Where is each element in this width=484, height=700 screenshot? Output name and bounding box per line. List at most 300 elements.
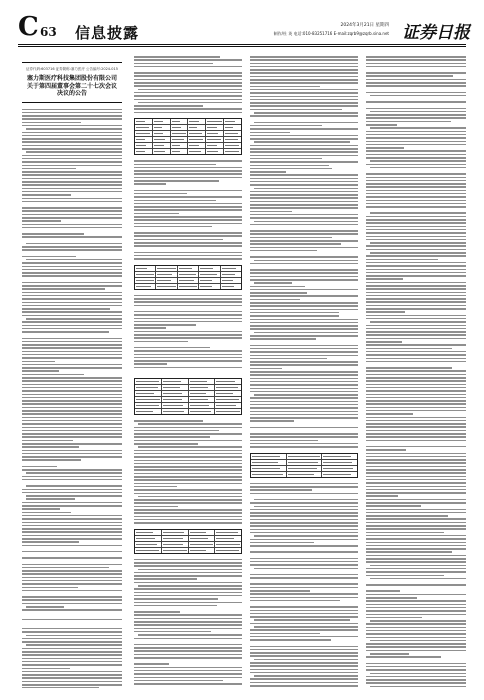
text-line: [22, 564, 122, 566]
text-line: [134, 647, 242, 649]
text-line: [22, 338, 122, 340]
table-cell: [189, 542, 216, 547]
text-line: [366, 108, 466, 110]
table-cell: [162, 379, 189, 384]
text-line: [250, 197, 358, 199]
text-line: [250, 564, 358, 566]
text-line: [250, 230, 358, 232]
table-cell: [199, 266, 220, 271]
text-line: [366, 59, 466, 61]
text-line: [22, 423, 122, 425]
text-line: [366, 177, 466, 179]
text-line: [250, 662, 358, 664]
table-cell: [189, 391, 216, 396]
text-line: [366, 495, 398, 497]
text-line: [22, 456, 122, 458]
table-cell: [135, 278, 156, 283]
text-line: [134, 575, 242, 577]
text-line: [134, 621, 242, 623]
text-line: [134, 295, 242, 297]
table-cell: [162, 397, 189, 402]
text-line: [250, 76, 358, 78]
text-line: [366, 370, 466, 372]
text-line: [22, 427, 122, 429]
text-line: [370, 242, 466, 244]
text-line: [250, 590, 310, 592]
text-line: [138, 423, 242, 425]
text-line: [134, 354, 242, 356]
text-line: [250, 92, 358, 94]
text-line: [22, 224, 122, 226]
text-line: [138, 89, 242, 91]
text-line: [134, 223, 242, 225]
table-cell: [135, 391, 162, 396]
text-line: [366, 390, 466, 392]
text-line: [22, 217, 122, 219]
text-line: [366, 344, 466, 346]
text-line: [366, 568, 466, 570]
text-line: [366, 492, 466, 494]
table-cell: [135, 266, 156, 271]
text-line: [366, 597, 417, 599]
text-line: [250, 240, 358, 242]
table-cell: [215, 536, 241, 541]
text-line: [134, 686, 242, 688]
editor-contact: 制作/杜 英 电话:010-83251716 E-mail:zqrb9@zqrb.sina.net: [273, 31, 389, 36]
table-cell: [287, 454, 323, 459]
text-line: [366, 173, 466, 175]
text-line: [250, 384, 358, 386]
text-line: [366, 430, 466, 432]
text-line: [370, 95, 466, 97]
text-line: [250, 600, 340, 602]
text-line: [134, 327, 166, 329]
text-line: [22, 390, 122, 392]
text-line: [22, 321, 122, 323]
table-cell: [178, 284, 199, 289]
text-line: [22, 567, 109, 569]
text-line: [250, 561, 358, 563]
text-line: [22, 489, 122, 491]
table-cell: [135, 379, 162, 384]
table-cell: [221, 284, 241, 289]
text-line: [366, 446, 466, 448]
data-table: [250, 453, 358, 478]
text-line: [366, 82, 466, 84]
text-line: [250, 361, 358, 363]
text-line: [250, 151, 358, 153]
text-line: [22, 344, 122, 346]
text-line: [22, 370, 59, 372]
text-line: [250, 502, 358, 504]
text-line: [134, 628, 242, 630]
table-cell: [251, 466, 287, 471]
text-line: [22, 413, 122, 415]
text-line: [250, 132, 290, 134]
text-line: [250, 348, 358, 350]
text-line: [366, 377, 466, 379]
text-line: [366, 410, 466, 412]
text-line: [26, 495, 122, 497]
text-line: [134, 578, 197, 580]
text-line: [250, 214, 358, 216]
text-line: [134, 324, 196, 326]
text-line: [22, 512, 71, 514]
table-cell: [221, 272, 241, 277]
text-line: [366, 646, 466, 648]
text-line: [250, 388, 358, 390]
text-line: [250, 401, 358, 403]
text-line: [134, 499, 242, 501]
text-line: [254, 141, 350, 143]
text-line: [22, 508, 60, 510]
text-line: [22, 112, 122, 114]
text-line: [26, 128, 122, 130]
text-line: [366, 502, 466, 504]
text-line: [370, 252, 466, 254]
text-line: [22, 638, 122, 640]
text-line: [250, 404, 358, 406]
text-line: [250, 358, 327, 360]
text-line: [22, 476, 122, 478]
text-line: [134, 66, 242, 68]
table-row: [135, 409, 241, 414]
text-line: [22, 684, 122, 686]
text-line: [22, 357, 122, 359]
text-line: [366, 301, 466, 303]
text-line: [22, 677, 122, 679]
table-cell: [206, 143, 224, 148]
text-line: [22, 302, 122, 304]
text-line: [22, 440, 73, 442]
text-line: [366, 269, 466, 271]
text-line: [366, 676, 466, 678]
text-line: [250, 99, 358, 101]
table-cell: [153, 143, 171, 148]
text-line: [366, 334, 466, 336]
text-line: [250, 483, 358, 485]
text-line: [366, 150, 466, 152]
table-cell: [188, 137, 206, 142]
text-line: [250, 633, 320, 635]
text-line: [366, 318, 466, 320]
text-line: [22, 453, 122, 455]
text-line: [134, 160, 242, 162]
text-line: [134, 105, 203, 107]
text-line: [22, 295, 122, 297]
text-line: [250, 539, 358, 541]
text-line: [22, 165, 122, 167]
text-line: [134, 460, 242, 462]
notice-heading: [22, 62, 122, 103]
text-line: [366, 186, 466, 188]
text-line: [22, 210, 122, 212]
text-line: [366, 295, 466, 297]
text-line: [250, 168, 332, 170]
text-line: [366, 590, 400, 592]
text-line: [22, 528, 122, 530]
text-line: [22, 266, 122, 268]
text-line: [250, 587, 358, 589]
text-line: [250, 279, 358, 281]
data-table: [134, 118, 242, 155]
text-line: [366, 63, 466, 65]
text-line: [134, 347, 210, 349]
text-line: [366, 614, 466, 616]
text-line: [366, 56, 466, 58]
text-line: [22, 288, 105, 290]
text-line: [366, 216, 466, 218]
text-line: [22, 436, 122, 438]
text-line: [370, 160, 466, 162]
text-line: [22, 651, 122, 653]
text-line: [134, 337, 242, 339]
text-line: [134, 341, 188, 343]
text-line: [366, 137, 466, 139]
text-line: [134, 489, 242, 491]
text-line: [22, 609, 122, 611]
text-line: [22, 138, 122, 140]
text-line: [366, 440, 466, 442]
text-line: [366, 476, 466, 478]
text-line: [250, 368, 282, 370]
table-cell: [171, 149, 189, 154]
text-line: [134, 582, 242, 584]
text-line: [254, 332, 358, 334]
text-line: [250, 325, 358, 327]
text-line: [26, 243, 122, 245]
table-cell: [215, 397, 241, 402]
text-line: [366, 315, 466, 317]
text-line: [134, 59, 242, 61]
text-line: [22, 628, 122, 630]
text-line: [26, 644, 122, 646]
table-cell: [189, 536, 216, 541]
text-line: [134, 108, 242, 110]
text-line: [250, 211, 292, 213]
text-line: [366, 239, 466, 241]
issue-date: 2024年3月21日 星期四: [340, 23, 389, 28]
text-line: [250, 181, 358, 183]
text-line: [366, 482, 466, 484]
text-line: [22, 148, 122, 150]
table-cell: [171, 137, 189, 142]
text-line: [366, 351, 466, 353]
text-line: [366, 518, 466, 520]
text-line: [134, 63, 213, 65]
text-line: [134, 245, 242, 247]
text-line: [366, 545, 466, 547]
table-cell: [322, 460, 357, 465]
text-line: [366, 535, 466, 537]
text-line: [366, 469, 466, 471]
text-line: [22, 161, 122, 163]
text-line: [366, 558, 466, 560]
text-line: [134, 209, 242, 211]
table-cell: [171, 119, 189, 124]
text-line: [134, 519, 242, 521]
text-line: [366, 594, 466, 596]
text-line: [22, 671, 122, 673]
text-line: [366, 512, 466, 514]
table-cell: [189, 548, 216, 553]
text-line: [22, 384, 122, 386]
text-line: [22, 201, 122, 203]
text-line: [366, 380, 466, 382]
text-line: [370, 620, 466, 622]
text-line: [22, 394, 122, 396]
text-line: [250, 224, 358, 226]
text-line: [250, 105, 358, 107]
text-line: [250, 322, 358, 324]
text-line: [366, 374, 466, 376]
text-line: [366, 403, 466, 405]
table-cell: [206, 119, 224, 124]
text-line: [22, 450, 122, 452]
text-line: [250, 63, 358, 65]
text-line: [134, 82, 242, 84]
text-line: [366, 114, 466, 116]
text-line: [250, 86, 320, 88]
table-cell: [224, 125, 241, 130]
table-cell: [135, 284, 156, 289]
table-cell: [287, 460, 323, 465]
text-line: [134, 667, 242, 669]
text-line: [366, 141, 466, 143]
text-line: [366, 532, 444, 534]
text-line: [22, 570, 122, 572]
text-line: [134, 164, 216, 166]
text-line: [134, 427, 242, 429]
text-line: [366, 245, 466, 247]
table-row: [251, 472, 357, 477]
text-line: [250, 411, 358, 413]
text-line: [134, 420, 203, 422]
text-line: [366, 79, 466, 81]
text-line: [22, 380, 122, 382]
text-line: [254, 568, 358, 570]
text-line: [250, 165, 329, 167]
text-line: [22, 603, 122, 605]
text-line: [22, 141, 122, 143]
text-line: [250, 613, 358, 615]
text-line: [134, 314, 242, 316]
text-line: [26, 485, 122, 487]
text-line: [366, 548, 466, 550]
text-line: [250, 243, 341, 245]
table-row: [135, 548, 241, 553]
text-line: [22, 469, 122, 471]
text-line: [366, 561, 466, 563]
table-cell: [135, 143, 153, 148]
text-line: [250, 433, 358, 435]
text-line: [250, 574, 358, 576]
text-line: [366, 637, 466, 639]
text-line: [366, 604, 466, 606]
text-line: [22, 430, 122, 432]
text-line: [250, 364, 358, 366]
text-line: [366, 131, 466, 133]
text-line: [134, 680, 223, 682]
table-cell: [206, 125, 224, 130]
text-line: [22, 417, 122, 419]
text-line: [250, 378, 358, 380]
table-cell: [156, 266, 177, 271]
table-cell: [206, 137, 224, 142]
text-line: [250, 515, 358, 517]
table-cell: [215, 530, 241, 535]
table-cell: [162, 409, 189, 414]
text-line: [250, 636, 358, 638]
text-line: [370, 653, 409, 655]
text-line: [22, 315, 122, 317]
text-line: [366, 328, 466, 330]
text-line: [366, 525, 466, 527]
text-line: [366, 196, 466, 198]
table-row: [135, 284, 241, 289]
text-line: [366, 272, 466, 274]
text-line: [366, 538, 466, 540]
text-line: [22, 538, 122, 540]
text-line: [250, 299, 300, 301]
text-column-3: [250, 56, 358, 688]
text-line: [250, 355, 358, 357]
text-line: [134, 350, 242, 352]
table-cell: [189, 379, 216, 384]
text-line: [250, 161, 358, 163]
table-cell: [188, 149, 206, 154]
text-line: [134, 450, 242, 452]
text-line: [366, 413, 413, 415]
text-line: [366, 426, 466, 428]
text-line: [134, 79, 242, 81]
text-line: [366, 226, 466, 228]
text-line: [138, 446, 242, 448]
text-line: [134, 683, 242, 685]
text-line: [22, 311, 122, 313]
text-line: [366, 190, 466, 192]
table-cell: [224, 119, 241, 124]
text-line: [134, 75, 242, 77]
text-line: [250, 319, 358, 321]
text-line: [22, 433, 122, 435]
text-line: [250, 158, 322, 160]
text-line: [134, 565, 242, 567]
text-line: [366, 285, 466, 287]
text-line: [250, 509, 358, 511]
table-cell: [135, 403, 162, 408]
text-line: [22, 132, 122, 134]
text-line: [22, 668, 70, 670]
text-line: [250, 272, 358, 274]
text-line: [22, 631, 122, 633]
text-line: [366, 341, 402, 343]
text-line: [134, 483, 242, 485]
text-line: [250, 72, 358, 74]
text-line: [22, 374, 84, 376]
text-line: [22, 272, 122, 274]
text-line: [134, 56, 220, 58]
text-line: [366, 144, 466, 146]
table-cell: [322, 472, 357, 477]
text-line: [366, 72, 466, 74]
text-line: [370, 127, 466, 129]
text-line: [26, 259, 122, 261]
table-cell: [153, 137, 171, 142]
text-line: [250, 256, 358, 258]
data-table: [134, 265, 242, 290]
text-line: [22, 387, 122, 389]
